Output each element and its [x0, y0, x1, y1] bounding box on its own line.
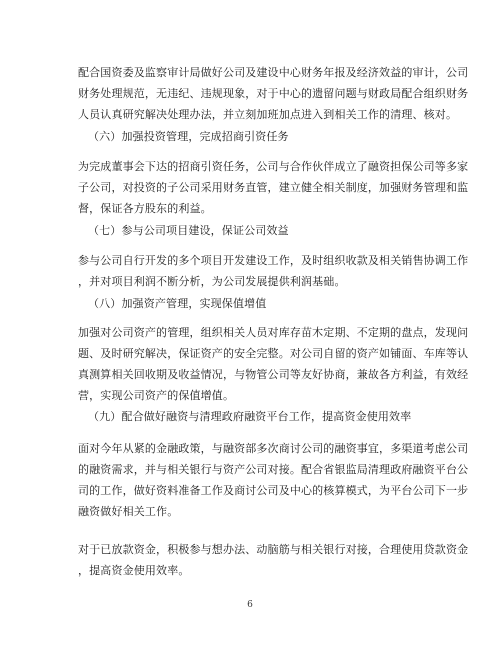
- section-heading-7: （七）参与公司项目建设，保证公司效益: [88, 224, 289, 237]
- page-number: 6: [247, 600, 253, 610]
- paragraph-2-line-2: 子公司，对投资的子公司采用财务直管，建立健全相关制度，加强财务管理和监: [78, 181, 469, 194]
- section-heading-6: （六）加强投资管理，完成招商引资任务: [88, 130, 289, 143]
- paragraph-1-line-3: 人员认真研究解决处理办法，并立刻加班加点进入到相关工作的清理、核对。: [78, 108, 458, 121]
- paragraph-3-line-2: ，并对项目利润不断分析，为公司发展提供利润基础。: [78, 275, 346, 288]
- paragraph-2-line-3: 督，保证各方股东的利益。: [78, 202, 212, 215]
- paragraph-4-line-2: 题、及时研究解决，保证资产的安全完整。对公司自留的资产如铺面、车库等认: [78, 347, 469, 360]
- paragraph-6-line-2: ，提高资金使用效率。: [78, 564, 190, 577]
- paragraph-4-line-1: 加强对公司资产的管理，组织相关人员对库存苗木定期、不定期的盘点，发现问: [78, 326, 469, 339]
- paragraph-5-line-4: 融资做好相关工作。: [78, 505, 179, 518]
- paragraph-2-line-1: 为完成董事会下达的招商引资任务，公司与合作伙伴成立了融资担保公司等多家: [78, 160, 469, 173]
- paragraph-1-line-2: 财务处理规范，无违纪、违规现象，对于中心的遗留问题与财政局配合组织财务: [78, 87, 469, 100]
- paragraph-4-line-4: 营，实现公司资产的保值增值。: [78, 389, 235, 402]
- section-heading-9: （九）配合做好融资与清理政府融资平台工作，提高资金使用效率: [88, 410, 412, 423]
- paragraph-4-line-3: 真测算相关回收期及收益情况，与物管公司等友好协商，兼故各方利益，有效经: [78, 368, 469, 381]
- paragraph-1-line-1: 配合国资委及监察审计局做好公司及建设中心财务年报及经济效益的审计，公司: [78, 66, 469, 79]
- paragraph-5-line-2: 的融资需求，并与相关银行与资产公司对接。配合省银监局清理政府融资平台公: [78, 463, 469, 476]
- paragraph-3-line-1: 参与公司自行开发的多个项目开发建设工作，及时组织收款及相关销售协调工作: [78, 254, 469, 267]
- paragraph-5-line-3: 司的工作，做好资料准备工作及商讨公司及中心的核算模式，为平台公司下一步: [78, 484, 469, 497]
- paragraph-5-line-1: 面对今年从紧的金融政策，与融资部多次商讨公司的融资事宜，多渠道考虑公司: [78, 442, 469, 455]
- paragraph-6-line-1: 对于已放款资金，积极参与想办法、动脑筋与相关银行对接，合理使用贷款资金: [78, 543, 469, 556]
- section-heading-8: （八）加强资产管理，实现保值增值: [88, 297, 267, 310]
